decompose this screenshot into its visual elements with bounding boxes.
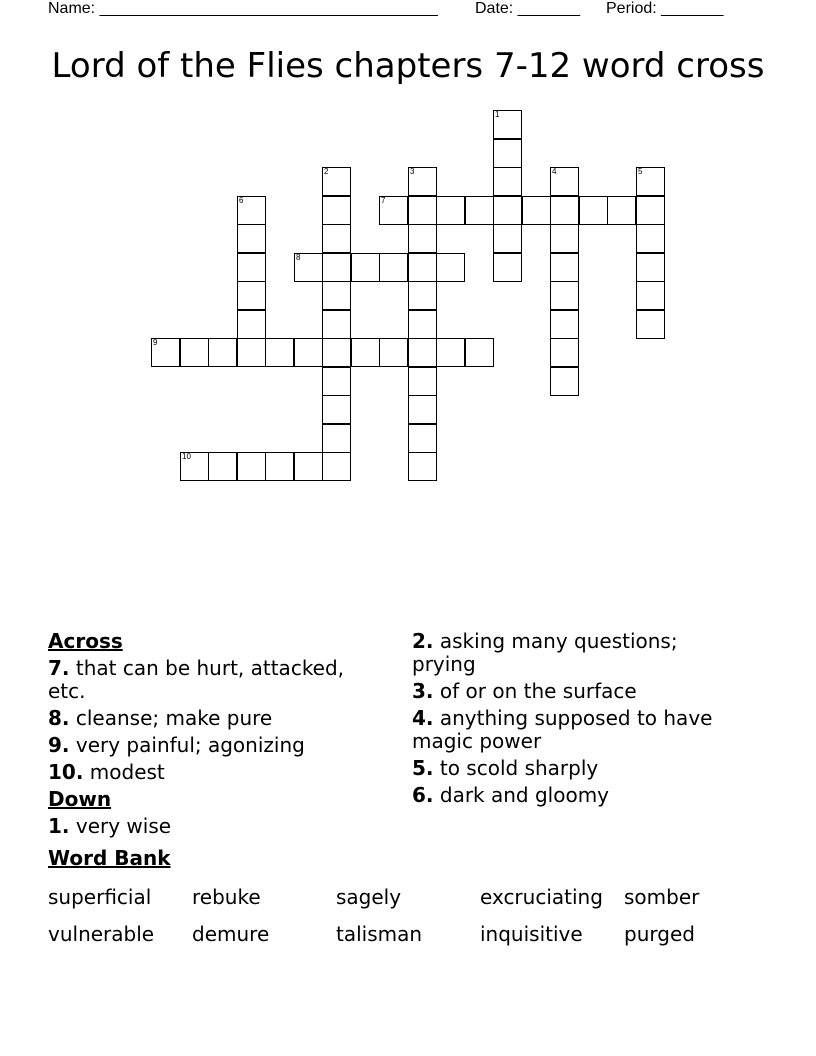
crossword-cell[interactable]: [208, 338, 237, 367]
crossword-cell[interactable]: [550, 224, 579, 253]
name-field-label[interactable]: Name: ______________________________________: [48, 0, 438, 17]
crossword-cell[interactable]: [436, 253, 465, 282]
clue-number: 10.: [48, 760, 84, 784]
clue-number-label: 4: [552, 167, 557, 176]
clue-number-label: 5: [638, 167, 643, 176]
clue-down-6: [412, 784, 742, 807]
clue-down-2: [412, 630, 742, 676]
crossword-cell[interactable]: [265, 338, 294, 367]
crossword-cell[interactable]: [322, 424, 351, 453]
crossword-cell[interactable]: [607, 196, 636, 225]
crossword-cell[interactable]: [237, 253, 266, 282]
clue-number: 6.: [412, 783, 434, 807]
clue-number-label: 2: [324, 167, 329, 176]
clue-number-label: 9: [153, 338, 158, 347]
crossword-cell[interactable]: [408, 452, 437, 481]
crossword-cell[interactable]: [237, 452, 266, 481]
crossword-cell[interactable]: [493, 196, 522, 225]
word-bank-heading: Word Bank: [48, 846, 171, 870]
crossword-cell[interactable]: [322, 196, 351, 225]
crossword-cell[interactable]: [379, 253, 408, 282]
crossword-grid: [0, 0, 816, 520]
crossword-cell[interactable]: [465, 196, 494, 225]
page-title: Lord of the Flies chapters 7-12 word cross: [51, 46, 765, 86]
word-bank-item: rebuke: [192, 885, 261, 909]
crossword-cell[interactable]: [408, 253, 437, 282]
crossword-cell[interactable]: [237, 224, 266, 253]
crossword-cell[interactable]: [237, 338, 266, 367]
crossword-cell[interactable]: [436, 338, 465, 367]
clue-text: that can be hurt, attacked, etc.: [48, 656, 345, 703]
crossword-cell[interactable]: [550, 367, 579, 396]
clue-number: 5.: [412, 756, 434, 780]
crossword-cell[interactable]: [636, 196, 665, 225]
clue-text: very wise: [75, 814, 172, 838]
crossword-cell[interactable]: [408, 424, 437, 453]
across-heading: Across: [48, 629, 123, 653]
crossword-cell[interactable]: [294, 338, 323, 367]
clue-number-label: 3: [410, 167, 415, 176]
clue-across-7: [48, 657, 378, 703]
crossword-cell[interactable]: [550, 196, 579, 225]
crossword-cell[interactable]: [322, 224, 351, 253]
crossword-cell[interactable]: [322, 281, 351, 310]
clue-number: 4.: [412, 706, 434, 730]
crossword-cell[interactable]: [265, 452, 294, 481]
crossword-cell[interactable]: [408, 310, 437, 339]
crossword-cell[interactable]: [180, 338, 209, 367]
crossword-cell[interactable]: [550, 253, 579, 282]
crossword-cell[interactable]: [322, 367, 351, 396]
clue-text: modest: [89, 760, 165, 784]
clue-down-4: [412, 707, 742, 753]
crossword-cell[interactable]: [322, 167, 351, 196]
crossword-cell[interactable]: [550, 167, 579, 196]
clue-text: to scold sharply: [439, 756, 599, 780]
crossword-cell[interactable]: [636, 281, 665, 310]
crossword-cell[interactable]: [322, 310, 351, 339]
clue-down-1: [48, 815, 378, 838]
clue-down-5: [412, 757, 742, 780]
crossword-cell[interactable]: [493, 224, 522, 253]
clue-number-label: 1: [495, 110, 500, 119]
clue-number: 9.: [48, 733, 70, 757]
crossword-cell[interactable]: [237, 310, 266, 339]
crossword-cell[interactable]: [550, 281, 579, 310]
word-bank-item: sagely: [336, 885, 402, 909]
crossword-cell[interactable]: [237, 281, 266, 310]
crossword-cell[interactable]: [351, 338, 380, 367]
clue-text: dark and gloomy: [439, 783, 610, 807]
crossword-cell[interactable]: [294, 253, 323, 282]
down-heading: Down: [48, 787, 112, 811]
crossword-cell[interactable]: [408, 167, 437, 196]
clue-across-8: [48, 707, 378, 730]
clue-number: 2.: [412, 629, 434, 653]
crossword-cell[interactable]: [493, 167, 522, 196]
crossword-cell[interactable]: [322, 338, 351, 367]
word-bank-item: somber: [624, 885, 700, 909]
date-field-label[interactable]: Date: _______: [475, 0, 580, 17]
word-bank-item: inquisitive: [480, 922, 583, 946]
crossword-cell[interactable]: [636, 253, 665, 282]
crossword-cell[interactable]: [408, 395, 437, 424]
clue-number: 8.: [48, 706, 70, 730]
crossword-cell[interactable]: [465, 338, 494, 367]
crossword-cell[interactable]: [436, 196, 465, 225]
crossword-cell[interactable]: [408, 367, 437, 396]
crossword-cell[interactable]: [493, 139, 522, 168]
crossword-cell[interactable]: [636, 167, 665, 196]
crossword-cell[interactable]: [636, 310, 665, 339]
clue-text: anything supposed to have magic power: [412, 706, 713, 753]
crossword-cell[interactable]: [379, 338, 408, 367]
crossword-cell[interactable]: [208, 452, 237, 481]
word-bank-item: superficial: [48, 885, 152, 909]
crossword-cell[interactable]: [408, 196, 437, 225]
crossword-cell[interactable]: [180, 452, 209, 481]
clue-across-9: [48, 734, 378, 757]
crossword-cell[interactable]: [294, 452, 323, 481]
word-bank-item: talisman: [336, 922, 423, 946]
crossword-cell[interactable]: [493, 110, 522, 139]
word-bank-item: purged: [624, 922, 695, 946]
crossword-cell[interactable]: [322, 395, 351, 424]
crossword-cell[interactable]: [237, 196, 266, 225]
clues-right-column: [412, 630, 742, 811]
crossword-cell[interactable]: [408, 338, 437, 367]
crossword-cell[interactable]: [550, 338, 579, 367]
clue-down-3: [412, 680, 742, 703]
clues-left-column: [48, 630, 378, 842]
clue-text: of or on the surface: [439, 679, 637, 703]
word-bank-item: demure: [192, 922, 270, 946]
clue-text: asking many questions; prying: [412, 629, 678, 676]
word-bank-item: vulnerable: [48, 922, 155, 946]
clue-number-label: 8: [296, 253, 301, 262]
crossword-cell[interactable]: [322, 452, 351, 481]
clue-text: cleanse; make pure: [75, 706, 273, 730]
crossword-cell[interactable]: [579, 196, 608, 225]
crossword-cell[interactable]: [408, 224, 437, 253]
crossword-cell[interactable]: [151, 338, 180, 367]
clue-number-label: 6: [239, 196, 244, 205]
crossword-cell[interactable]: [408, 281, 437, 310]
clue-number-label: 7: [381, 196, 386, 205]
crossword-cell[interactable]: [351, 253, 380, 282]
clue-number: 3.: [412, 679, 434, 703]
crossword-cell[interactable]: [550, 310, 579, 339]
clue-number: 7.: [48, 656, 70, 680]
period-field-label[interactable]: Period: _______: [606, 0, 724, 17]
clue-text: very painful; agonizing: [75, 733, 305, 757]
crossword-cell[interactable]: [322, 253, 351, 282]
crossword-cell[interactable]: [522, 196, 551, 225]
clue-across-10: [48, 761, 378, 784]
crossword-cell[interactable]: [493, 253, 522, 282]
clue-number: 1.: [48, 814, 70, 838]
crossword-cell[interactable]: [379, 196, 408, 225]
crossword-cell[interactable]: [636, 224, 665, 253]
word-bank-item: excruciating: [480, 885, 603, 909]
clue-number-label: 10: [182, 452, 191, 461]
